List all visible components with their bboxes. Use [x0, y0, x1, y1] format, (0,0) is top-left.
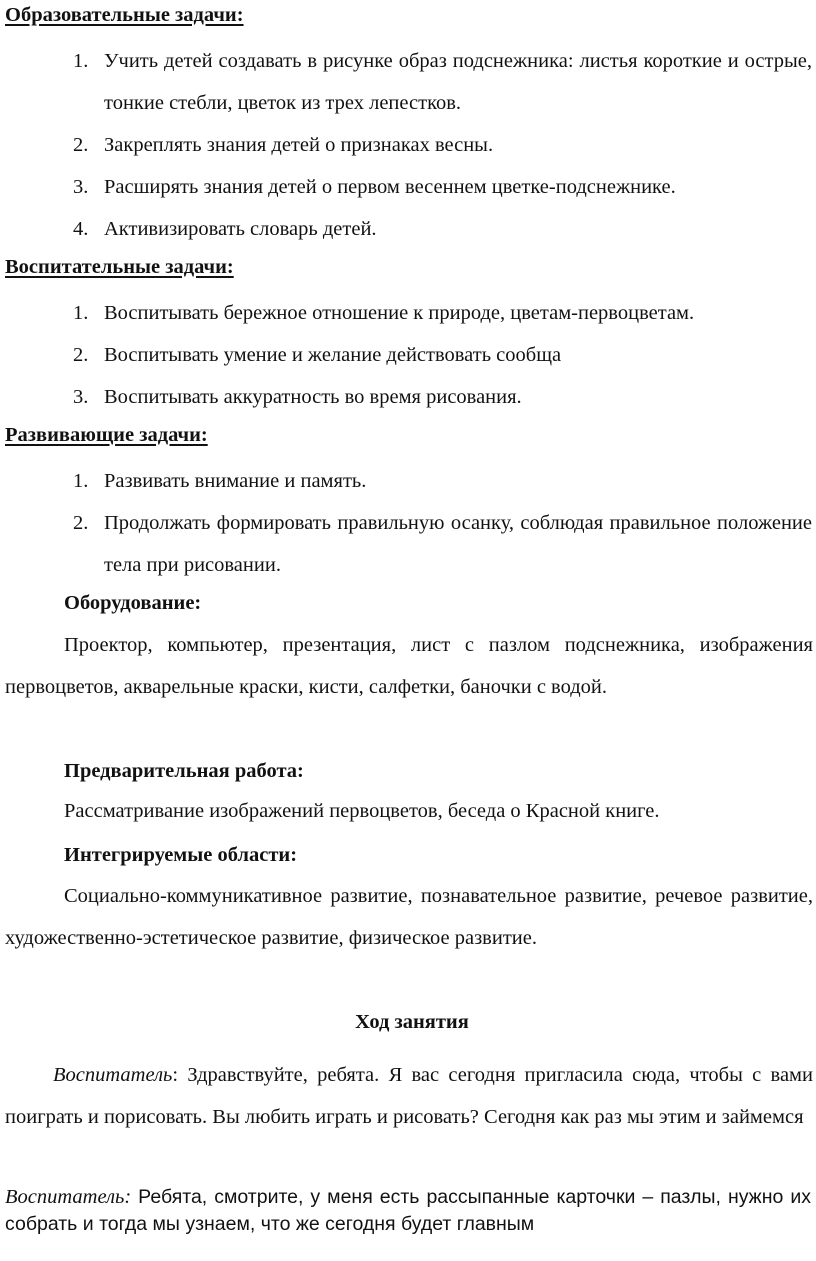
upbringing-tasks-list	[0, 292, 816, 418]
list-item-number: 3.	[73, 176, 89, 198]
dialog-text: Здравствуйте, ребята. Я вас сегодня пригласила сюда, чтобы с вами поиграть и порисовать. Вы любить играть и рисовать? Сегодня как раз мы этим и займемся	[5, 1064, 813, 1128]
developing-tasks-heading: Развивающие задачи:	[5, 424, 208, 446]
list-item-number: 4.	[73, 218, 89, 240]
list-item	[0, 376, 816, 418]
list-item-text: Расширять знания детей о первом весеннем цветке-подснежнике.	[104, 176, 676, 198]
list-item-number: 1.	[73, 470, 89, 492]
educational-tasks-list	[0, 40, 816, 250]
list-item-number: 2.	[73, 134, 89, 156]
lesson-title: Ход занятия	[355, 1011, 469, 1033]
list-item-text: Закреплять знания детей о признаках весны.	[104, 134, 494, 156]
list-item-number: 1.	[73, 50, 89, 72]
list-item-text: Воспитывать аккуратность во время рисования.	[104, 386, 522, 408]
educational-tasks-heading: Образовательные задачи:	[5, 4, 244, 26]
list-item-text: Воспитывать бережное отношение к природе, цветам-первоцветам.	[104, 302, 695, 324]
list-item-number: 1.	[73, 302, 89, 324]
dialog-paragraph	[5, 1184, 811, 1238]
list-item	[0, 124, 816, 166]
equipment-text: Проектор, компьютер, презентация, лист с пазлом подснежника, изображения первоцветов, акварельные краски, кисти, салфетки, баночки с водой.	[5, 634, 813, 698]
list-item-number: 3.	[73, 386, 89, 408]
list-item-text: Учить детей создавать в рисунке образ подснежника: листья короткие и острые, тонкие стебли, цветок из трех лепестков.	[104, 50, 812, 114]
dialog-text: Ребята, смотрите, у меня есть рассыпанные карточки – пазлы, нужно их собрать и тогда мы узнаем, что же сегодня будет главным	[5, 1186, 811, 1235]
preliminary-work-heading: Предварительная работа:	[64, 760, 304, 782]
preliminary-work-text: Рассматривание изображений первоцветов, беседа о Красной книге.	[64, 800, 660, 822]
list-item-text: Продолжать формировать правильную осанку, соблюдая правильное положение тела при рисовании.	[104, 512, 812, 576]
equipment-heading: Оборудование:	[64, 592, 202, 614]
list-item-text: Воспитывать умение и желание действовать сообща	[104, 344, 562, 366]
list-item	[0, 460, 816, 502]
list-item-text: Развивать внимание и память.	[104, 470, 367, 492]
list-item-number: 2.	[73, 344, 89, 366]
list-item	[0, 40, 816, 124]
dialog-paragraph	[5, 1054, 813, 1138]
integrated-areas-text: Социально-коммуникативное развитие, познавательное развитие, речевое развитие, художественно-эстетическое развитие, физическое развитие.	[5, 885, 813, 949]
list-item	[0, 166, 816, 208]
list-item-text: Активизировать словарь детей.	[104, 218, 377, 240]
dialog-speaker: Воспитатель:	[5, 1186, 132, 1208]
dialog-speaker: Воспитатель	[53, 1064, 173, 1086]
dialog-separator: :	[172, 1064, 188, 1086]
list-item	[0, 292, 816, 334]
developing-tasks-list	[0, 460, 816, 586]
list-item	[0, 502, 816, 586]
list-item	[0, 208, 816, 250]
list-item-number: 2.	[73, 512, 89, 534]
upbringing-tasks-heading: Воспитательные задачи:	[5, 256, 234, 278]
integrated-areas-heading: Интегрируемые области:	[64, 844, 298, 866]
list-item	[0, 334, 816, 376]
